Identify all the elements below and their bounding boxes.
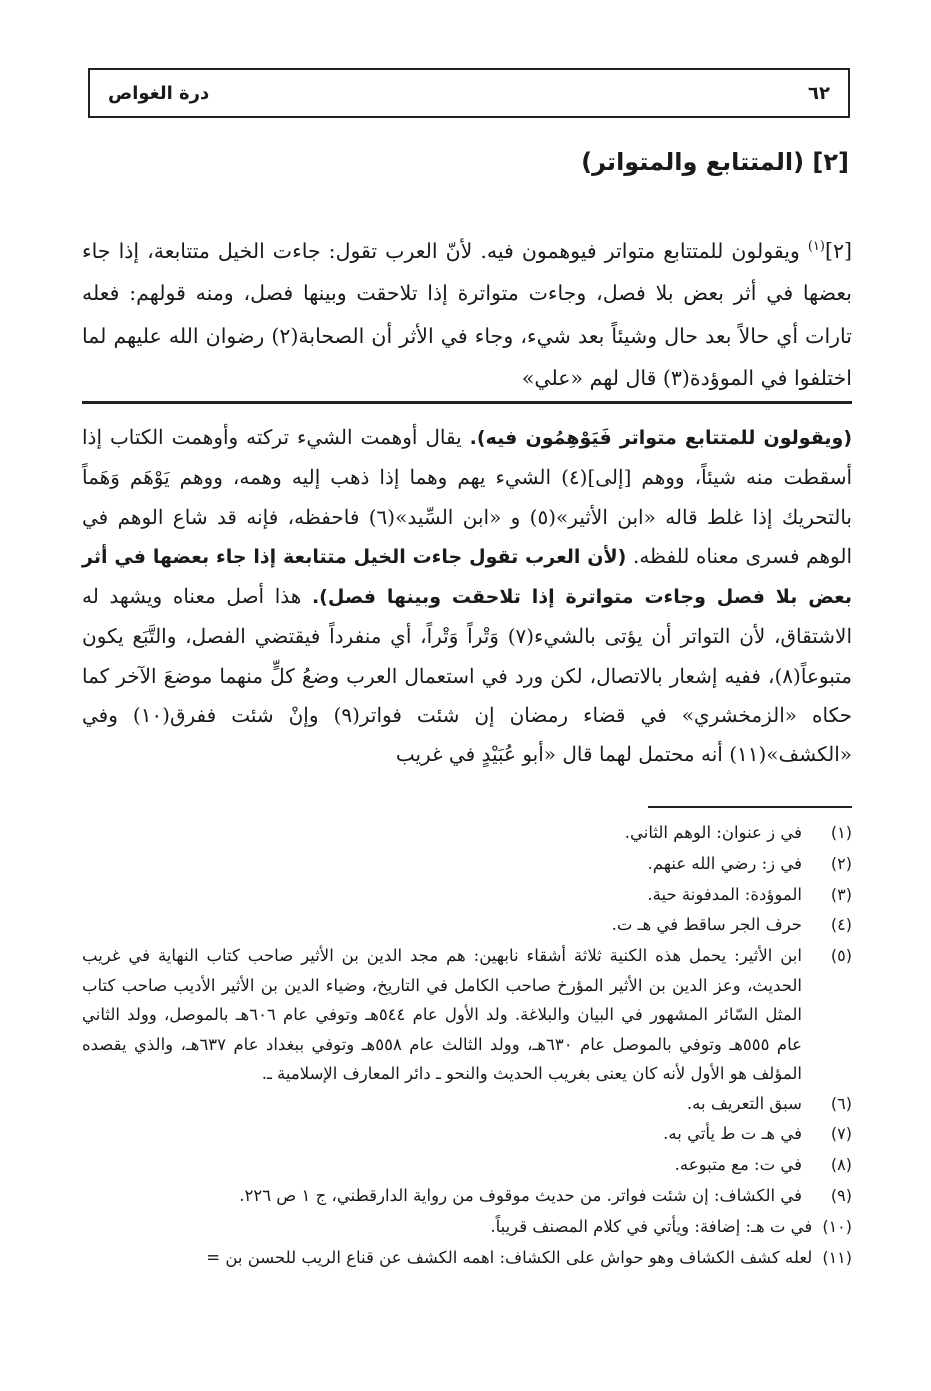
footnote-text: ابن الأثير: يحمل هذه الكنية ثلاثة أشقاء نابهين: هم مجد الدين بن الأثير صاحب كتاب النهاية في غريب الحديث، وعز الدين بن الأثير المؤرخ صاحب الكامل في التاريخ، وضياء الدين بن الأثير الأديب صاحب كتاب المثل السّائر المشهور في البيان والبلاغة. ولد الأول عام ٥٤٤هـ وتوفي عام ٦٠٦هـ بالموصل، وولد الثاني عام ٥٥٥هـ وتوفي بالموصل عام ٦٣٠هـ، وولد الثالث عام ٥٥٨هـ وتوفي ببغداد عام ٦٣٧هـ، والذي يقصده المؤلف هو الأول لأنه كان يعنى بغريب الحديث والنحو ـ دائر المعارف الإسلامية ـ. (82, 946, 802, 1084)
footnote-text: في الكشاف: إن شئت فواتر. من حديث موقوف من رواية الدارقطني، ج ١ ص ٢٢٦. (239, 1186, 802, 1206)
page-header (88, 68, 850, 118)
section-divider (82, 401, 852, 404)
commentary-text-1: يقال أوهمت الشيء تركته وأوهمت الكتاب إذا أسقطت منه شيئاً، ووهم [إلى](٤) الشيء يهم وهما إذا ذهب إليه وهمه، ووهم يَوْهَم وَهَماً بالتحريك إذا غلط قاله «ابن الأثير»(٥) و «ابن السِّيد»(٦) فاحفظه، فإنه قد شاع الوهم في الوهم فسرى معناه للفظه. (82, 425, 853, 568)
main-paragraph: ويقولون للمتتابع متواتر فيوهمون فيه. لأنّ العرب تقول: جاءت الخيل متتابعة، إذا جاء بعضها في أثر بعض بلا فصل، وجاءت متواترة إذا تلاحقت وبينها فصل، ومنه قولهم: فعله تارات أي حالاً بعد حال وشيئاً بعد شيء، وجاء في الأثر أن الصحابة(٢) رضوان الله عليهم لما اختلفوا في الموؤدة(٣) قال لهم «علي» (82, 238, 852, 391)
entry-number: [٢] (824, 238, 852, 263)
footnote-number: (١١) (822, 1247, 852, 1267)
page-number: ٦٢ (808, 82, 830, 104)
footnote (82, 1243, 852, 1274)
commentary-quote: (لأن العرب تقول جاءت الخيل متتابعة إذا جاء بعضها في أثر بعض بلا فصل وجاءت متواترة إذا تلاحقت وبينها فصل). (82, 545, 852, 609)
footnote (82, 880, 852, 911)
entry-footnote-ref: (١) (807, 239, 825, 254)
footnote-text: في ز: رضي الله عنهم. (647, 853, 802, 873)
footnote (82, 941, 852, 1089)
footnotes (82, 818, 852, 1273)
footnote-text: في ت: مع متبوعه. (674, 1155, 802, 1175)
footnote (82, 1181, 852, 1212)
footnote-text: في هـ ت ط يأتي به. (663, 1124, 802, 1144)
footnote-number: (٤) (830, 915, 852, 935)
section-title: [٢] (المتتابع والمتواتر) (581, 148, 849, 176)
footnote-number: (٧) (830, 1124, 852, 1144)
footnote-number: (٦) (830, 1093, 852, 1113)
footnote-number: (١٠) (822, 1216, 852, 1236)
footnote (82, 1212, 852, 1243)
footnote (82, 910, 852, 941)
footnote (82, 1150, 852, 1181)
footnote-number: (٩) (830, 1186, 852, 1206)
footnote-text: حرف الجر ساقط في هـ ت. (611, 915, 802, 935)
footnote-divider (648, 806, 852, 808)
footnote-text: في ز عنوان: الوهم الثاني. (624, 823, 802, 842)
footnote-text: لعله كشف الكشاف وهو حواش على الكشاف: اهمه الكشف عن قناع الريب للحسن بن = (206, 1247, 813, 1267)
footnote-text: في ت هـ: إضافة: ويأتي في كلام المصنف قريباً. (490, 1216, 813, 1236)
footnote (82, 849, 852, 880)
footnote (82, 1089, 852, 1120)
footnote (82, 1119, 852, 1150)
footnote-number: (٢) (830, 853, 852, 873)
main-text (82, 226, 852, 400)
footnote-text: الموؤدة: المدفونة حية. (647, 884, 802, 904)
footnote-number: (١) (830, 823, 852, 842)
commentary-lemma: (ويقولون للمتتابع متواتر فَيَوْهِمُون فيه). (469, 427, 853, 449)
footnote-number: (٥) (830, 946, 852, 966)
footnote-text: سبق التعريف به. (686, 1093, 802, 1113)
footnote (82, 818, 852, 849)
footnote-number: (٣) (830, 884, 852, 904)
commentary-text-2: هذا أصل معناه ويشهد له الاشتقاق، لأن التواتر أن يؤتى بالشيء(٧) وَتْراً وَتْراً، أي منفرداً فيقتضي الفصل، والتَّبَع يكون متبوعاً(٨)، ففيه إشعار بالاتصال، لكن ورد في استعمال العرب وضعُ كلٍّ منهما موضعَ الآخر كما حكاه «الزمخشري» في قضاء رمضان إن شئت فواتر(٩) وإنْ شئت ففرق(١٠) وفي «الكشف»(١١) أنه محتمل لهما قال «أبو عُبَيْدٍ في غريب (82, 584, 852, 767)
footnote-number: (٨) (830, 1155, 852, 1175)
commentary (82, 418, 852, 775)
running-title: درة الغواص (108, 82, 210, 104)
